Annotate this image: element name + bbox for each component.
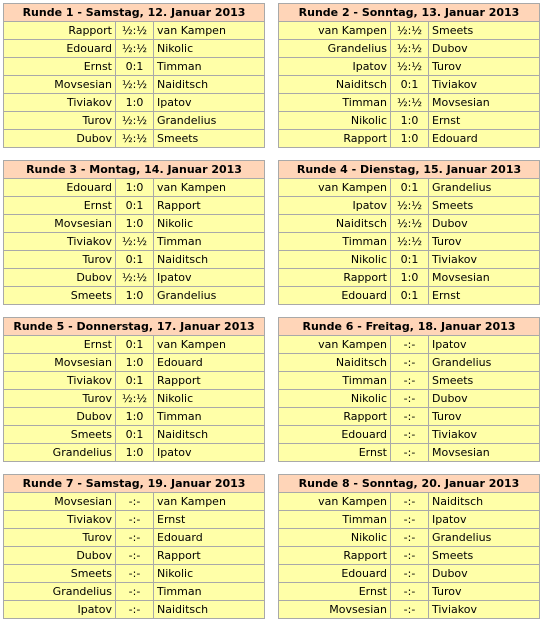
game-result: ½:½ (391, 233, 429, 251)
game-result: -:- (391, 390, 429, 408)
white-player: Tiviakov (4, 372, 116, 390)
black-player: Nikolic (154, 215, 265, 233)
round-table (278, 3, 540, 148)
white-player: Dubov (4, 130, 116, 148)
white-player: Nikolic (279, 251, 391, 269)
game-row (4, 336, 265, 354)
game-row (279, 408, 540, 426)
white-player: Naiditsch (279, 215, 391, 233)
black-player: Edouard (154, 529, 265, 547)
white-player: Edouard (279, 565, 391, 583)
game-row (279, 233, 540, 251)
white-player: Ernst (4, 197, 116, 215)
white-player: Turov (4, 251, 116, 269)
round-table (278, 317, 540, 462)
game-row (4, 583, 265, 601)
black-player: Grandelius (429, 179, 540, 197)
round-table (3, 317, 265, 462)
black-player: Ipatov (154, 94, 265, 112)
game-result: ½:½ (391, 58, 429, 76)
white-player: Dubov (4, 408, 116, 426)
black-player: van Kampen (154, 179, 265, 197)
game-row (4, 493, 265, 511)
round-title: Runde 7 - Samstag, 19. Januar 2013 (4, 475, 265, 493)
black-player: Ernst (429, 287, 540, 305)
game-result: ½:½ (391, 197, 429, 215)
game-result: 1:0 (116, 408, 154, 426)
game-row (279, 372, 540, 390)
game-row (279, 269, 540, 287)
round-title: Runde 8 - Sonntag, 20. Januar 2013 (279, 475, 540, 493)
game-result: -:- (391, 426, 429, 444)
game-row (279, 197, 540, 215)
white-player: Rapport (279, 547, 391, 565)
black-player: Grandelius (154, 112, 265, 130)
game-result: -:- (391, 511, 429, 529)
game-result: ½:½ (116, 22, 154, 40)
game-result: ½:½ (116, 40, 154, 58)
white-player: Turov (4, 390, 116, 408)
game-row (279, 426, 540, 444)
game-row (279, 40, 540, 58)
game-row (4, 269, 265, 287)
black-player: Ipatov (154, 269, 265, 287)
game-result: -:- (391, 336, 429, 354)
white-player: Rapport (4, 22, 116, 40)
game-row (4, 215, 265, 233)
game-result: -:- (116, 511, 154, 529)
game-result: -:- (116, 493, 154, 511)
game-row (279, 354, 540, 372)
black-player: Rapport (154, 197, 265, 215)
game-result: -:- (391, 565, 429, 583)
black-player: Timman (154, 583, 265, 601)
white-player: Ernst (279, 583, 391, 601)
game-result: ½:½ (391, 215, 429, 233)
white-player: Grandelius (4, 583, 116, 601)
game-row (4, 112, 265, 130)
black-player: Ipatov (429, 336, 540, 354)
round-table (3, 160, 265, 305)
white-player: Tiviakov (4, 94, 116, 112)
white-player: Grandelius (4, 444, 116, 462)
white-player: Ernst (4, 336, 116, 354)
black-player: Naiditsch (154, 76, 265, 94)
white-player: Nikolic (279, 390, 391, 408)
white-player: Ernst (279, 444, 391, 462)
game-row (279, 251, 540, 269)
game-result: 1:0 (116, 287, 154, 305)
game-row (279, 336, 540, 354)
round-title: Runde 2 - Sonntag, 13. Januar 2013 (279, 4, 540, 22)
game-row (4, 287, 265, 305)
game-result: -:- (116, 547, 154, 565)
round-title: Runde 6 - Freitag, 18. Januar 2013 (279, 318, 540, 336)
white-player: Edouard (4, 40, 116, 58)
white-player: Movsesian (279, 601, 391, 619)
round-table (278, 474, 540, 619)
game-result: ½:½ (116, 112, 154, 130)
black-player: Nikolic (154, 565, 265, 583)
game-row (4, 408, 265, 426)
white-player: Rapport (279, 269, 391, 287)
black-player: Timman (154, 58, 265, 76)
white-player: van Kampen (279, 493, 391, 511)
game-result: -:- (391, 354, 429, 372)
game-row (279, 493, 540, 511)
game-result: -:- (391, 583, 429, 601)
game-row (4, 94, 265, 112)
black-player: Turov (429, 233, 540, 251)
black-player: Nikolic (154, 390, 265, 408)
black-player: Movsesian (429, 94, 540, 112)
black-player: Smeets (429, 547, 540, 565)
white-player: Ipatov (279, 197, 391, 215)
game-row (4, 197, 265, 215)
black-player: Turov (429, 58, 540, 76)
game-result: -:- (391, 529, 429, 547)
white-player: Nikolic (279, 112, 391, 130)
round-table (3, 474, 265, 619)
white-player: Ipatov (279, 58, 391, 76)
round-title: Runde 5 - Donnerstag, 17. Januar 2013 (4, 318, 265, 336)
white-player: van Kampen (279, 179, 391, 197)
game-row (279, 215, 540, 233)
game-row (279, 547, 540, 565)
black-player: Smeets (429, 372, 540, 390)
black-player: Dubov (429, 40, 540, 58)
black-player: Edouard (429, 130, 540, 148)
game-result: -:- (391, 493, 429, 511)
game-row (279, 390, 540, 408)
round-table (3, 3, 265, 148)
white-player: Timman (279, 511, 391, 529)
game-result: -:- (391, 547, 429, 565)
round-title: Runde 1 - Samstag, 12. Januar 2013 (4, 4, 265, 22)
black-player: Smeets (429, 197, 540, 215)
black-player: Naiditsch (154, 601, 265, 619)
white-player: Movsesian (4, 215, 116, 233)
white-player: Movsesian (4, 354, 116, 372)
game-result: ½:½ (116, 76, 154, 94)
game-row (4, 390, 265, 408)
white-player: Timman (279, 94, 391, 112)
white-player: Naiditsch (279, 76, 391, 94)
black-player: Rapport (154, 372, 265, 390)
white-player: Edouard (279, 287, 391, 305)
black-player: Turov (429, 583, 540, 601)
white-player: Turov (4, 112, 116, 130)
game-row (4, 251, 265, 269)
white-player: Ernst (4, 58, 116, 76)
white-player: Nikolic (279, 529, 391, 547)
round-table (278, 160, 540, 305)
game-row (279, 179, 540, 197)
game-result: 1:0 (391, 130, 429, 148)
black-player: Naiditsch (429, 493, 540, 511)
game-result: 0:1 (116, 372, 154, 390)
game-result: 0:1 (116, 197, 154, 215)
game-result: -:- (391, 601, 429, 619)
game-result: -:- (116, 583, 154, 601)
game-row (4, 529, 265, 547)
game-row (4, 22, 265, 40)
game-result: 1:0 (391, 269, 429, 287)
white-player: Timman (279, 233, 391, 251)
game-row (279, 112, 540, 130)
game-row (279, 601, 540, 619)
white-player: van Kampen (279, 336, 391, 354)
black-player: Timman (154, 408, 265, 426)
black-player: Movsesian (429, 269, 540, 287)
black-player: van Kampen (154, 336, 265, 354)
black-player: Timman (154, 233, 265, 251)
black-player: Tiviakov (429, 601, 540, 619)
white-player: Ipatov (4, 601, 116, 619)
white-player: Smeets (4, 565, 116, 583)
game-result: 1:0 (116, 179, 154, 197)
black-player: Tiviakov (429, 426, 540, 444)
game-result: ½:½ (391, 40, 429, 58)
game-result: ½:½ (391, 94, 429, 112)
game-result: 0:1 (116, 58, 154, 76)
game-result: 0:1 (391, 76, 429, 94)
white-player: Edouard (279, 426, 391, 444)
black-player: Rapport (154, 547, 265, 565)
white-player: Turov (4, 529, 116, 547)
game-row (4, 547, 265, 565)
game-row (4, 565, 265, 583)
game-row (4, 426, 265, 444)
white-player: Timman (279, 372, 391, 390)
game-result: 0:1 (116, 426, 154, 444)
game-result: ½:½ (116, 390, 154, 408)
game-result: 0:1 (116, 251, 154, 269)
black-player: Movsesian (429, 444, 540, 462)
game-result: 0:1 (391, 287, 429, 305)
game-result: 1:0 (116, 354, 154, 372)
game-result: 1:0 (116, 444, 154, 462)
game-result: -:- (116, 529, 154, 547)
game-result: ½:½ (116, 269, 154, 287)
black-player: Grandelius (154, 287, 265, 305)
game-row (4, 601, 265, 619)
black-player: Turov (429, 408, 540, 426)
black-player: Grandelius (429, 529, 540, 547)
game-row (4, 511, 265, 529)
game-row (279, 58, 540, 76)
game-row (4, 233, 265, 251)
game-row (279, 130, 540, 148)
round-title: Runde 4 - Dienstag, 15. Januar 2013 (279, 161, 540, 179)
game-row (279, 565, 540, 583)
game-row (279, 529, 540, 547)
white-player: Dubov (4, 269, 116, 287)
white-player: Tiviakov (4, 233, 116, 251)
black-player: Tiviakov (429, 76, 540, 94)
black-player: Dubov (429, 565, 540, 583)
white-player: Smeets (4, 287, 116, 305)
game-row (279, 583, 540, 601)
white-player: Rapport (279, 130, 391, 148)
game-row (4, 58, 265, 76)
black-player: Naiditsch (154, 426, 265, 444)
game-result: -:- (116, 601, 154, 619)
black-player: Ernst (429, 112, 540, 130)
game-row (4, 179, 265, 197)
game-row (4, 372, 265, 390)
game-result: -:- (116, 565, 154, 583)
white-player: van Kampen (279, 22, 391, 40)
game-result: ½:½ (116, 233, 154, 251)
game-result: -:- (391, 372, 429, 390)
black-player: Edouard (154, 354, 265, 372)
game-row (4, 354, 265, 372)
game-row (279, 22, 540, 40)
black-player: Dubov (429, 215, 540, 233)
game-row (4, 130, 265, 148)
white-player: Smeets (4, 426, 116, 444)
game-row (4, 76, 265, 94)
game-result: -:- (391, 444, 429, 462)
white-player: Movsesian (4, 76, 116, 94)
white-player: Rapport (279, 408, 391, 426)
game-result: 0:1 (116, 336, 154, 354)
black-player: Tiviakov (429, 251, 540, 269)
black-player: Naiditsch (154, 251, 265, 269)
white-player: Tiviakov (4, 511, 116, 529)
white-player: Naiditsch (279, 354, 391, 372)
game-row (279, 94, 540, 112)
white-player: Dubov (4, 547, 116, 565)
white-player: Movsesian (4, 493, 116, 511)
game-result: -:- (391, 408, 429, 426)
game-result: 1:0 (116, 215, 154, 233)
black-player: van Kampen (154, 22, 265, 40)
game-result: 1:0 (391, 112, 429, 130)
game-result: ½:½ (116, 130, 154, 148)
black-player: Dubov (429, 390, 540, 408)
game-result: 0:1 (391, 251, 429, 269)
game-row (279, 287, 540, 305)
black-player: Nikolic (154, 40, 265, 58)
game-row (4, 444, 265, 462)
round-title: Runde 3 - Montag, 14. Januar 2013 (4, 161, 265, 179)
white-player: Grandelius (279, 40, 391, 58)
game-row (4, 40, 265, 58)
game-row (279, 76, 540, 94)
game-result: ½:½ (391, 22, 429, 40)
black-player: Ipatov (154, 444, 265, 462)
black-player: Grandelius (429, 354, 540, 372)
game-result: 0:1 (391, 179, 429, 197)
black-player: Smeets (429, 22, 540, 40)
white-player: Edouard (4, 179, 116, 197)
black-player: Smeets (154, 130, 265, 148)
game-result: 1:0 (116, 94, 154, 112)
black-player: van Kampen (154, 493, 265, 511)
game-row (279, 511, 540, 529)
black-player: Ipatov (429, 511, 540, 529)
black-player: Ernst (154, 511, 265, 529)
game-row (279, 444, 540, 462)
